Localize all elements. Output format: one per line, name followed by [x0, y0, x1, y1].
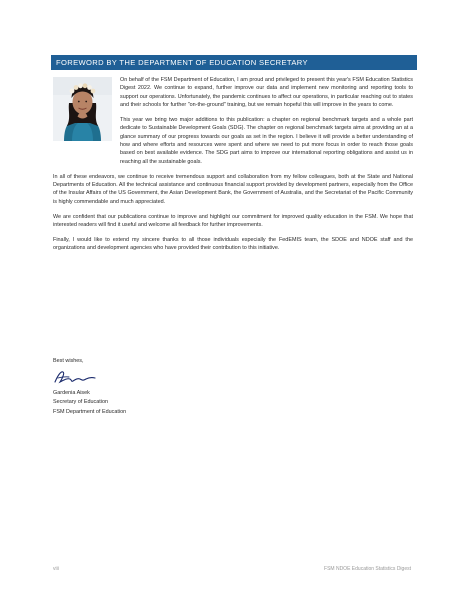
closing-salutation: Best wishes, — [53, 358, 84, 364]
signatory-organization: FSM Department of Education — [53, 408, 127, 415]
paragraph-confidence: We are confident that our publications continue to improve and highlight our commitment for improved quality education in the FSM. We hope that interested readers will find it useful and welcome all feedback for further improvements. — [53, 213, 413, 228]
paragraph-support: In all of these endeavors, we continue to receive tremendous support and collaboration from my fellow colleagues, both at the State and National Departments of Education. All the technical assistance and continuous financial support provided by development partners, especially from the Office of the Insular Affairs of the US Government, the Asian Development Bank, the Government of Australia, and the Secretariat of the Pacific Community is highly commendable and much appreciated. — [53, 173, 413, 205]
paragraph-intro: On behalf of the FSM Department of Education, I am proud and privileged to present this year's FSM Education Statistics Digest 2022. We continue to expand, further improve our data and implement new monitoring and reporting tools to support our operations. Unfortunately, the pandemic continues to affect our operations, in particular reaching out to states and their schools for further "on-the-ground" training, but we remain hopeful this will improve in the years to come. — [120, 77, 413, 109]
signature-image — [52, 367, 98, 387]
publication-title: FSM NDOE Education Statistics Digest — [324, 566, 411, 572]
signature-block — [53, 389, 126, 417]
paragraph-thanks: Finally, I would like to extend my sincere thanks to all those individuals especially the FedEMIS team, the SDOE and NDOE staff and the organizations and development agencies who have provided their contribution to this initiative. — [53, 236, 413, 252]
signatory-name: Gardenia Aisek — [53, 390, 90, 396]
page-number: viii — [53, 566, 59, 572]
paragraph-additions: This year we bring two major additions to this publication: a chapter on regional benchmark targets and a whole part dedicate to Sustainable Development Goals (SDG). The chapter on regional benchmark targets aims at providing an at a glance summary of our progress towards our goals as set in the region. I believe it will provide a better understanding of how and where efforts and resources were spent and where we need to put more focus in order to reach those goals based on best available evidence. The SDG part aims to improve our international reporting obligations and assist us in reaching all the sustainable goals. — [120, 116, 413, 165]
section-header: FOREWORD BY THE DEPARTMENT OF EDUCATION SECRETARY — [51, 55, 417, 70]
signatory-role: Secretary of Education — [53, 399, 109, 406]
foreword-body — [53, 76, 413, 259]
